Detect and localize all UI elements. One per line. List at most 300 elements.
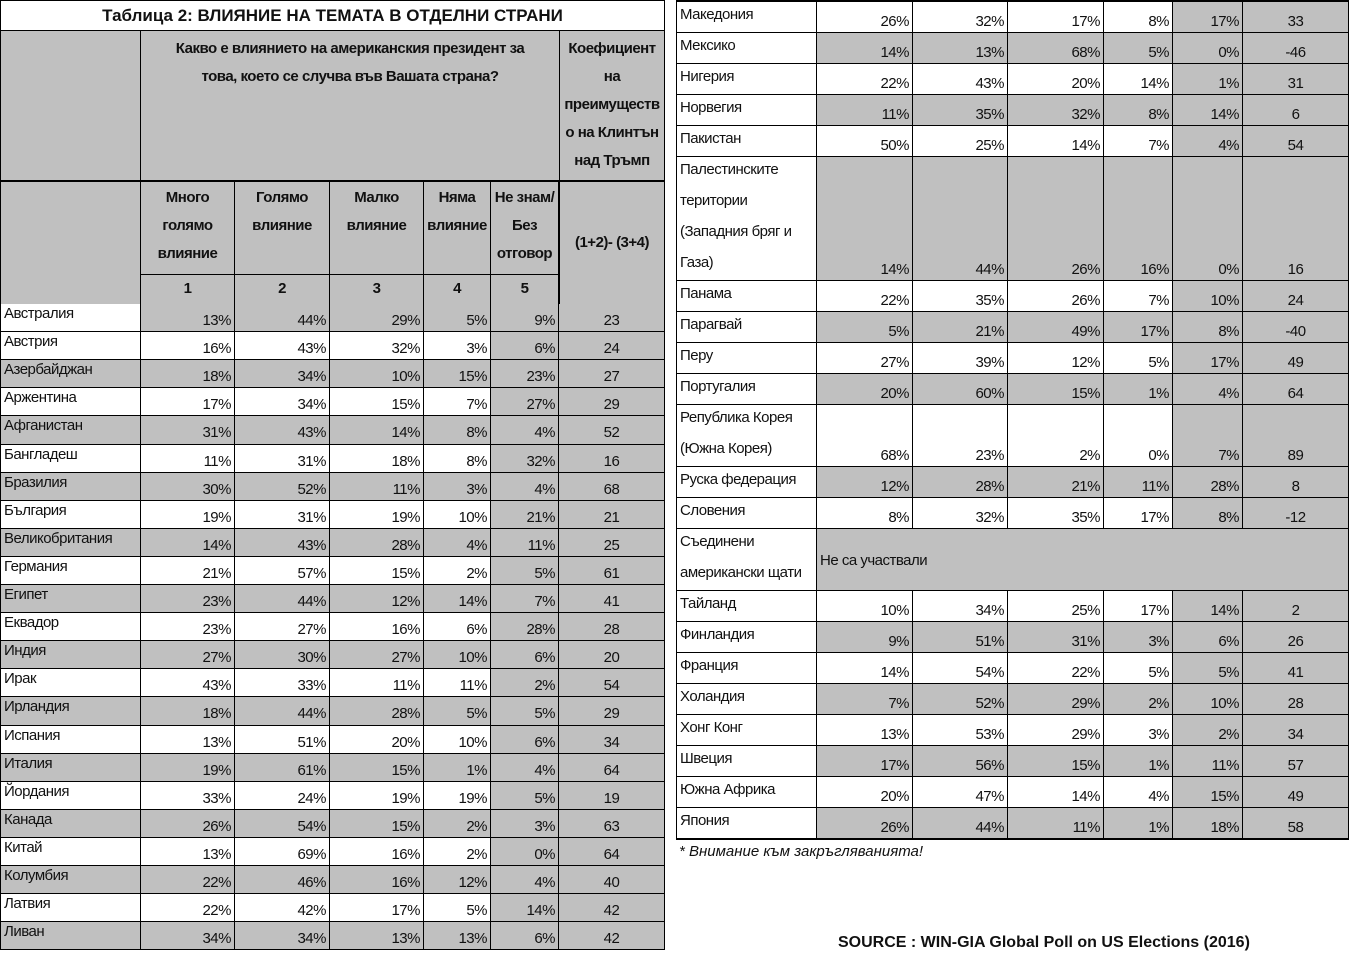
country-name: Ирландия <box>0 697 141 725</box>
value-cell-4: 17% <box>1104 591 1173 622</box>
value-cell-2: 43% <box>235 416 330 444</box>
value-cell-4: 12% <box>424 866 491 894</box>
value-cell-1: 19% <box>141 501 235 529</box>
country-name: Парагвай <box>676 312 817 343</box>
value-cell-4: 17% <box>1104 498 1173 529</box>
value-cell-4: 6% <box>424 613 491 641</box>
value-cell-1: 33% <box>141 782 235 810</box>
value-cell-1: 18% <box>141 360 235 388</box>
value-cell-1: 11% <box>817 95 913 126</box>
value-cell-1: 13% <box>141 838 235 866</box>
value-cell-2: 51% <box>913 622 1008 653</box>
value-cell-4: 14% <box>424 585 491 613</box>
value-cell-3: 13% <box>330 922 424 950</box>
coefficient-cell: 58 <box>1243 808 1349 839</box>
value-cell-1: 13% <box>141 304 235 332</box>
value-cell-5: 0% <box>491 838 559 866</box>
value-cell-2: 35% <box>913 281 1008 312</box>
value-cell-4: 8% <box>424 445 491 473</box>
value-cell-2: 54% <box>913 653 1008 684</box>
coefficient-cell: 52 <box>559 416 665 444</box>
value-cell-5: 10% <box>1173 684 1243 715</box>
coefficient-cell: 34 <box>559 726 665 754</box>
coefficient-cell: 64 <box>1243 374 1349 405</box>
value-cell-2: 42% <box>235 894 330 922</box>
value-cell-2: 34% <box>913 591 1008 622</box>
country-name: Канада <box>0 810 141 838</box>
value-cell-5: 6% <box>491 332 559 360</box>
coefficient-header: Коефициент на преимуществ о на Клинтън над Тръмп <box>559 31 665 181</box>
value-cell-5: 9% <box>491 304 559 332</box>
value-cell-2: 61% <box>235 754 330 782</box>
value-cell-3: 31% <box>1008 622 1104 653</box>
value-cell-5: 17% <box>1173 2 1243 33</box>
country-name: Испания <box>0 726 141 754</box>
value-cell-4: 11% <box>1104 467 1173 498</box>
value-cell-2: 25% <box>913 126 1008 157</box>
value-cell-4: 2% <box>424 838 491 866</box>
value-cell-2: 28% <box>913 467 1008 498</box>
coefficient-cell: 6 <box>1243 95 1349 126</box>
column-header-3: Малко влияние <box>330 182 424 275</box>
value-cell-4: 11% <box>424 669 491 697</box>
value-cell-1: 16% <box>141 332 235 360</box>
value-cell-3: 19% <box>330 782 424 810</box>
coefficient-cell: 26 <box>1243 622 1349 653</box>
value-cell-3: 32% <box>330 332 424 360</box>
country-name: Бангладеш <box>0 445 141 473</box>
value-cell-2: 27% <box>235 613 330 641</box>
value-cell-1: 27% <box>817 343 913 374</box>
value-cell-4: 7% <box>424 388 491 416</box>
value-cell-5: 3% <box>491 810 559 838</box>
value-cell-4: 8% <box>1104 2 1173 33</box>
value-cell-4: 8% <box>424 416 491 444</box>
value-cell-2: 24% <box>235 782 330 810</box>
value-cell-1: 21% <box>141 557 235 585</box>
value-cell-5: 4% <box>1173 374 1243 405</box>
coefficient-cell: 8 <box>1243 467 1349 498</box>
formula-header <box>559 182 665 304</box>
country-name: Италия <box>0 754 141 782</box>
value-cell-2: 31% <box>235 445 330 473</box>
not-participated-note: Не са участвали <box>817 529 1349 591</box>
country-name: Норвегия <box>676 95 817 126</box>
value-cell-3: 20% <box>330 726 424 754</box>
value-cell-5: 2% <box>491 669 559 697</box>
value-cell-1: 7% <box>817 684 913 715</box>
value-cell-5: 23% <box>491 360 559 388</box>
value-cell-1: 13% <box>817 715 913 746</box>
value-cell-1: 10% <box>817 591 913 622</box>
value-cell-2: 44% <box>913 157 1008 281</box>
coefficient-cell: 29 <box>559 388 665 416</box>
coefficient-cell: 23 <box>559 304 665 332</box>
value-cell-3: 2% <box>1008 405 1104 467</box>
source-citation: SOURCE : WIN-GIA Global Poll on US Elections (2016) <box>838 934 1250 951</box>
value-cell-3: 26% <box>1008 281 1104 312</box>
country-name: Германия <box>0 557 141 585</box>
value-cell-4: 14% <box>1104 64 1173 95</box>
value-cell-2: 44% <box>235 304 330 332</box>
value-cell-5: 4% <box>491 416 559 444</box>
value-cell-5: 8% <box>1173 498 1243 529</box>
value-cell-5: 14% <box>491 894 559 922</box>
value-cell-3: 10% <box>330 360 424 388</box>
value-cell-4: 2% <box>424 557 491 585</box>
value-cell-3: 25% <box>1008 591 1104 622</box>
value-cell-1: 26% <box>141 810 235 838</box>
country-name: Мексико <box>676 33 817 64</box>
value-cell-2: 44% <box>235 585 330 613</box>
column-header-1: Много голямо влияние <box>141 182 235 275</box>
value-cell-5: 0% <box>1173 157 1243 281</box>
value-cell-3: 35% <box>1008 498 1104 529</box>
coefficient-cell: 42 <box>559 922 665 950</box>
value-cell-1: 27% <box>141 641 235 669</box>
value-cell-5: 5% <box>491 557 559 585</box>
value-cell-1: 14% <box>141 529 235 557</box>
value-cell-3: 14% <box>1008 126 1104 157</box>
value-cell-4: 17% <box>1104 312 1173 343</box>
value-cell-5: 0% <box>1173 33 1243 64</box>
coefficient-cell: 57 <box>1243 746 1349 777</box>
value-cell-2: 44% <box>235 697 330 725</box>
value-cell-4: 2% <box>1104 684 1173 715</box>
value-cell-1: 23% <box>141 613 235 641</box>
value-cell-5: 17% <box>1173 343 1243 374</box>
value-cell-5: 6% <box>491 922 559 950</box>
value-cell-1: 14% <box>817 33 913 64</box>
value-cell-3: 17% <box>330 894 424 922</box>
value-cell-4: 13% <box>424 922 491 950</box>
value-cell-3: 15% <box>1008 374 1104 405</box>
value-cell-3: 21% <box>1008 467 1104 498</box>
coefficient-cell: 31 <box>1243 64 1349 95</box>
value-cell-2: 39% <box>913 343 1008 374</box>
value-cell-2: 34% <box>235 388 330 416</box>
value-cell-3: 15% <box>330 557 424 585</box>
value-cell-4: 4% <box>424 529 491 557</box>
country-name: Ирак <box>0 669 141 697</box>
value-cell-1: 30% <box>141 473 235 501</box>
value-cell-1: 22% <box>141 894 235 922</box>
value-cell-4: 1% <box>1104 746 1173 777</box>
value-cell-4: 3% <box>424 332 491 360</box>
value-cell-5: 5% <box>491 697 559 725</box>
coefficient-cell: 49 <box>1243 777 1349 808</box>
header-blank-bottom <box>0 182 141 304</box>
country-name: Йордания <box>0 782 141 810</box>
value-cell-4: 3% <box>424 473 491 501</box>
value-cell-5: 2% <box>1173 715 1243 746</box>
value-cell-4: 4% <box>1104 777 1173 808</box>
coefficient-cell: 33 <box>1243 2 1349 33</box>
value-cell-1: 13% <box>141 726 235 754</box>
value-cell-1: 50% <box>817 126 913 157</box>
value-cell-4: 1% <box>1104 808 1173 839</box>
value-cell-3: 22% <box>1008 653 1104 684</box>
value-cell-5: 6% <box>1173 622 1243 653</box>
value-cell-3: 18% <box>330 445 424 473</box>
value-cell-2: 56% <box>913 746 1008 777</box>
value-cell-3: 11% <box>1008 808 1104 839</box>
coefficient-cell: 64 <box>559 754 665 782</box>
value-cell-2: 35% <box>913 95 1008 126</box>
value-cell-2: 54% <box>235 810 330 838</box>
value-cell-4: 10% <box>424 501 491 529</box>
value-cell-4: 8% <box>1104 95 1173 126</box>
value-cell-3: 26% <box>1008 157 1104 281</box>
row-divider <box>0 949 665 950</box>
coefficient-cell: 29 <box>559 697 665 725</box>
value-cell-2: 52% <box>235 473 330 501</box>
header-blank-top <box>0 31 141 181</box>
country-name: Съединени американски щати <box>676 529 817 591</box>
country-name: Ливан <box>0 922 141 950</box>
value-cell-2: 13% <box>913 33 1008 64</box>
value-cell-1: 19% <box>141 754 235 782</box>
value-cell-1: 68% <box>817 405 913 467</box>
value-cell-3: 16% <box>330 838 424 866</box>
right-table-top-border <box>676 0 1349 2</box>
country-name: Бразилия <box>0 473 141 501</box>
value-cell-4: 7% <box>1104 126 1173 157</box>
value-cell-3: 29% <box>330 304 424 332</box>
value-cell-4: 19% <box>424 782 491 810</box>
country-name: Австралия <box>0 304 141 332</box>
country-name: Финландия <box>676 622 817 653</box>
country-name: Латвия <box>0 894 141 922</box>
value-cell-5: 7% <box>1173 405 1243 467</box>
coefficient-cell: -46 <box>1243 33 1349 64</box>
row-divider <box>676 838 1349 840</box>
value-cell-4: 16% <box>1104 157 1173 281</box>
country-name: Нигерия <box>676 64 817 95</box>
value-cell-1: 8% <box>817 498 913 529</box>
question-header: Какво е влиянието на американския президент за това, което се случва във Вашата страна? <box>141 31 559 181</box>
value-cell-1: 17% <box>817 746 913 777</box>
value-cell-3: 49% <box>1008 312 1104 343</box>
column-number-4: 4 <box>424 275 491 304</box>
formula-label: (1+2)- (3+4) <box>574 234 650 251</box>
coefficient-cell: -12 <box>1243 498 1349 529</box>
value-cell-5: 7% <box>491 585 559 613</box>
column-header-2: Голямо влияние <box>235 182 330 275</box>
coefficient-cell: 24 <box>1243 281 1349 312</box>
country-name: Тайланд <box>676 591 817 622</box>
country-name: Египет <box>0 585 141 613</box>
coefficient-cell: 16 <box>559 445 665 473</box>
value-cell-1: 22% <box>817 64 913 95</box>
country-name: Палестинските територии (Западния бряг и Газа) <box>676 157 817 281</box>
value-cell-3: 16% <box>330 866 424 894</box>
value-cell-3: 12% <box>1008 343 1104 374</box>
value-cell-4: 3% <box>1104 715 1173 746</box>
country-name: Хонг Конг <box>676 715 817 746</box>
value-cell-3: 14% <box>330 416 424 444</box>
value-cell-2: 31% <box>235 501 330 529</box>
value-cell-5: 5% <box>1173 653 1243 684</box>
coefficient-cell: 16 <box>1243 157 1349 281</box>
country-name: Япония <box>676 808 817 839</box>
value-cell-4: 5% <box>424 697 491 725</box>
value-cell-1: 18% <box>141 697 235 725</box>
column-header-4: Няма влияние <box>424 182 491 275</box>
value-cell-5: 6% <box>491 726 559 754</box>
country-name: Руска федерация <box>676 467 817 498</box>
value-cell-4: 0% <box>1104 405 1173 467</box>
value-cell-1: 34% <box>141 922 235 950</box>
value-cell-5: 28% <box>491 613 559 641</box>
value-cell-2: 23% <box>913 405 1008 467</box>
value-cell-1: 14% <box>817 157 913 281</box>
country-name: Индия <box>0 641 141 669</box>
value-cell-5: 28% <box>1173 467 1243 498</box>
value-cell-5: 8% <box>1173 312 1243 343</box>
value-cell-5: 21% <box>491 501 559 529</box>
value-cell-4: 5% <box>1104 33 1173 64</box>
value-cell-3: 20% <box>1008 64 1104 95</box>
value-cell-5: 15% <box>1173 777 1243 808</box>
value-cell-1: 20% <box>817 777 913 808</box>
country-name: Колумбия <box>0 866 141 894</box>
value-cell-2: 43% <box>913 64 1008 95</box>
coefficient-cell: 34 <box>1243 715 1349 746</box>
value-cell-4: 15% <box>424 360 491 388</box>
coefficient-cell: 41 <box>559 585 665 613</box>
coefficient-cell: 63 <box>559 810 665 838</box>
value-cell-4: 2% <box>424 810 491 838</box>
value-cell-1: 22% <box>817 281 913 312</box>
value-cell-3: 15% <box>330 754 424 782</box>
column-number-2: 2 <box>235 275 330 304</box>
value-cell-1: 31% <box>141 416 235 444</box>
country-name: Великобритания <box>0 529 141 557</box>
value-cell-4: 7% <box>1104 281 1173 312</box>
country-name: Азербайджан <box>0 360 141 388</box>
value-cell-2: 32% <box>913 498 1008 529</box>
coefficient-cell: 19 <box>559 782 665 810</box>
value-cell-3: 15% <box>330 810 424 838</box>
country-name: Афганистан <box>0 416 141 444</box>
country-name: Холандия <box>676 684 817 715</box>
value-cell-1: 20% <box>817 374 913 405</box>
value-cell-4: 1% <box>424 754 491 782</box>
value-cell-5: 5% <box>491 782 559 810</box>
table-title: Таблица 2: ВЛИЯНИЕ НА ТЕМАТА В ОТДЕЛНИ СТРАНИ <box>0 0 665 31</box>
value-cell-4: 5% <box>424 304 491 332</box>
value-cell-2: 30% <box>235 641 330 669</box>
value-cell-2: 69% <box>235 838 330 866</box>
value-cell-5: 27% <box>491 388 559 416</box>
value-cell-3: 27% <box>330 641 424 669</box>
country-name: Австрия <box>0 332 141 360</box>
value-cell-4: 5% <box>1104 653 1173 684</box>
coefficient-cell: 54 <box>559 669 665 697</box>
value-cell-1: 17% <box>141 388 235 416</box>
value-cell-2: 47% <box>913 777 1008 808</box>
value-cell-5: 4% <box>1173 126 1243 157</box>
value-cell-3: 11% <box>330 473 424 501</box>
country-name: Македония <box>676 2 817 33</box>
coefficient-cell: 27 <box>559 360 665 388</box>
value-cell-4: 5% <box>424 894 491 922</box>
country-name: Панама <box>676 281 817 312</box>
value-cell-4: 5% <box>1104 343 1173 374</box>
value-cell-5: 6% <box>491 641 559 669</box>
country-name: Франция <box>676 653 817 684</box>
column-number-1: 1 <box>141 275 235 304</box>
value-cell-5: 14% <box>1173 95 1243 126</box>
value-cell-5: 18% <box>1173 808 1243 839</box>
value-cell-3: 14% <box>1008 777 1104 808</box>
value-cell-3: 17% <box>1008 2 1104 33</box>
value-cell-3: 12% <box>330 585 424 613</box>
value-cell-3: 28% <box>330 529 424 557</box>
value-cell-1: 11% <box>141 445 235 473</box>
coefficient-cell: 49 <box>1243 343 1349 374</box>
value-cell-3: 29% <box>1008 684 1104 715</box>
coefficient-cell: 28 <box>559 613 665 641</box>
value-cell-4: 3% <box>1104 622 1173 653</box>
value-cell-2: 44% <box>913 808 1008 839</box>
value-cell-2: 60% <box>913 374 1008 405</box>
value-cell-3: 29% <box>1008 715 1104 746</box>
country-name: Еквадор <box>0 613 141 641</box>
value-cell-5: 4% <box>491 754 559 782</box>
value-cell-1: 5% <box>817 312 913 343</box>
value-cell-1: 14% <box>817 653 913 684</box>
coefficient-cell: -40 <box>1243 312 1349 343</box>
value-cell-2: 53% <box>913 715 1008 746</box>
value-cell-1: 12% <box>817 467 913 498</box>
value-cell-4: 10% <box>424 726 491 754</box>
coefficient-cell: 41 <box>1243 653 1349 684</box>
column-number-5: 5 <box>491 275 559 304</box>
value-cell-2: 43% <box>235 529 330 557</box>
country-name: Пакистан <box>676 126 817 157</box>
value-cell-1: 26% <box>817 2 913 33</box>
coefficient-cell: 61 <box>559 557 665 585</box>
country-name: Република Корея (Южна Корея) <box>676 405 817 467</box>
country-name: Словения <box>676 498 817 529</box>
value-cell-3: 15% <box>330 388 424 416</box>
value-cell-4: 1% <box>1104 374 1173 405</box>
value-cell-5: 4% <box>491 866 559 894</box>
value-cell-1: 26% <box>817 808 913 839</box>
value-cell-3: 11% <box>330 669 424 697</box>
value-cell-5: 11% <box>491 529 559 557</box>
value-cell-2: 34% <box>235 360 330 388</box>
coefficient-cell: 54 <box>1243 126 1349 157</box>
value-cell-5: 10% <box>1173 281 1243 312</box>
value-cell-2: 34% <box>235 922 330 950</box>
country-name: България <box>0 501 141 529</box>
value-cell-3: 32% <box>1008 95 1104 126</box>
value-cell-3: 19% <box>330 501 424 529</box>
value-cell-3: 68% <box>1008 33 1104 64</box>
coefficient-cell: 2 <box>1243 591 1349 622</box>
column-header-5: Не знам/ Без отговор <box>491 182 559 275</box>
value-cell-2: 43% <box>235 332 330 360</box>
country-name: Аржентина <box>0 388 141 416</box>
value-cell-2: 21% <box>913 312 1008 343</box>
value-cell-2: 52% <box>913 684 1008 715</box>
value-cell-1: 23% <box>141 585 235 613</box>
coefficient-cell: 25 <box>559 529 665 557</box>
value-cell-2: 57% <box>235 557 330 585</box>
